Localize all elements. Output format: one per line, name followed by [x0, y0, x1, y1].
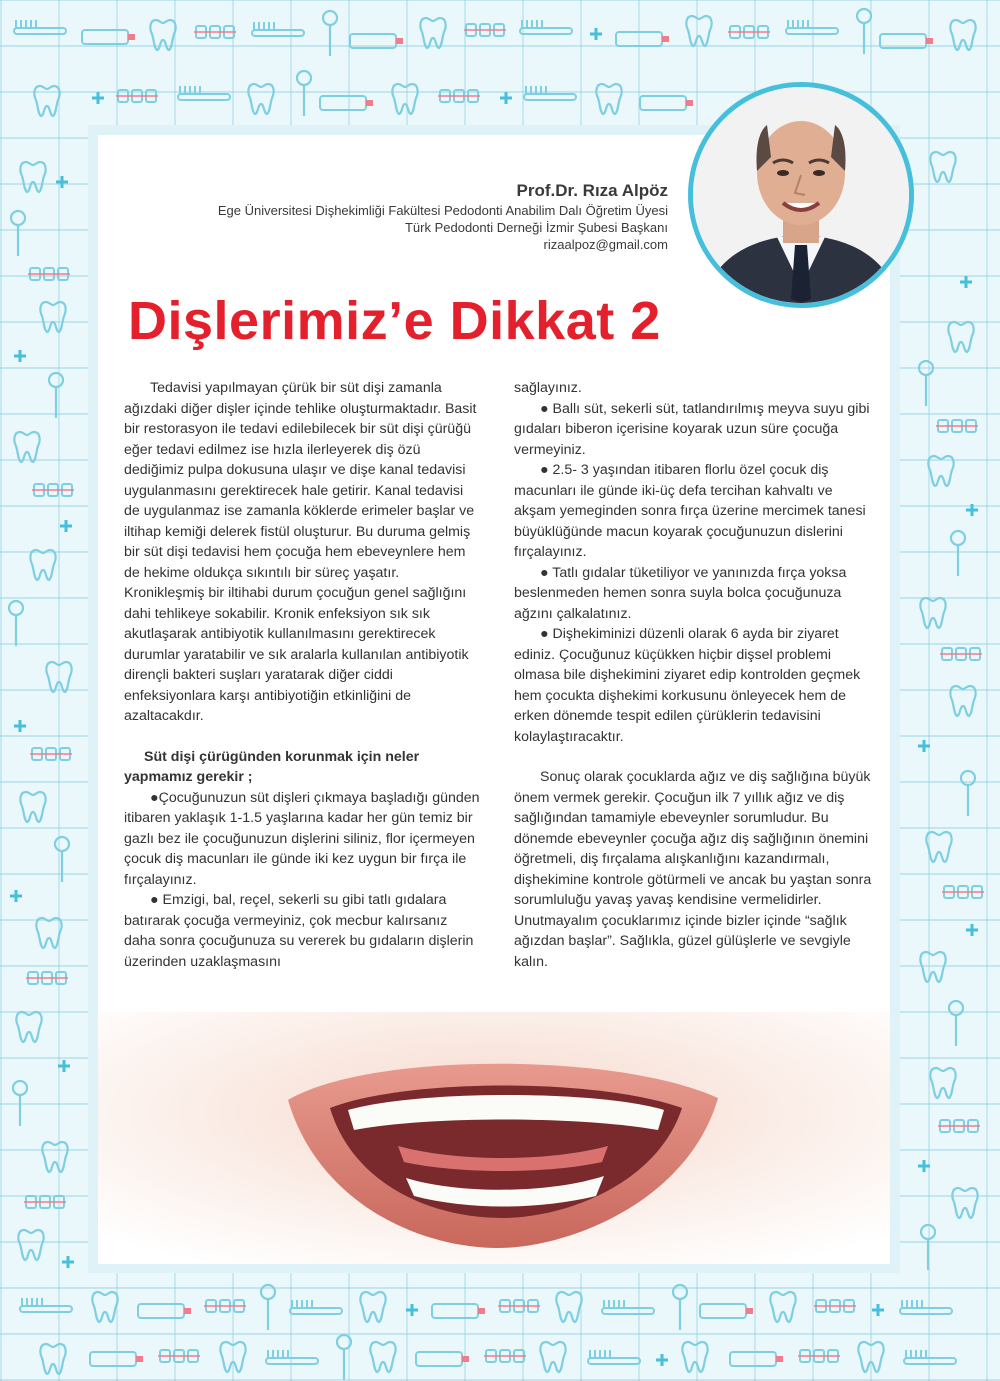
bullet-item: ● Dişhekiminizi düzenli olarak 6 ayda bir ziyaret ediniz. Çocuğunuz küçükken hiçbir dişsel problemi olmasa bile dişhekimini ziyaret edip kontrolden geçmek hem çocukta dişhekimi korkusunu önleyecek hem de erken dönemde tespit edilen çürüklerin tedavisini kolaylaştıracaktır.: [514, 626, 861, 745]
prevention-heading: Süt dişi çürügünden korunmak için neler yapmamız gerekir ;: [124, 748, 420, 785]
author-block: [218, 180, 668, 253]
child-smile-photo: [98, 1012, 890, 1264]
author-affiliation: Ege Üniversitesi Dişhekimliği Fakültesi Pedodonti Anabilim Dalı Öğretim Üyesi: [217, 203, 668, 218]
author-portrait: [688, 82, 914, 308]
intro-paragraph: Tedavisi yapılmayan çürük bir süt dişi zamanla ağızdaki diğer dişler içinde tehlike oluşturmaktadır. Basit bir restorasyon ile tedavi edilebilecek bir süt dişi çürüğü eğer tedavi edilmez ise hızla ilerleyerek diş özü dediğimiz pulpa dokusuna ulaşır ve dişe kanal tedavisi uygulanmasını gerektirecek hale getirir. Kanal tedavisi de uygulanmaz ise zamanla köklerde erimeler başlar ve iltihap kemiği delerek fistül oluşturur. Bu duruma gelmiş bir süt dişi tedavisi hem çocuğa hem ebeveynlere hem de hekime oldukça sıkıntılı bir süreç yaşatır. Kronikleşmiş bir iltihabi durum çocuğun genel sağlığını dahi tehlikeye sokabilir. Kronik enfeksiyon sık sık akutlaşarak antibiyotik kullanılmasını gerektirecek durumlar yaratabilir ve sık aralarla kullanılan antibiyotik dirençli bakteri suşları yaratarak diğer ciddi enfeksiyonlara karşı antibiyotiğin etkinliğini de azaltacakdır.: [124, 380, 477, 724]
conclusion-paragraph: Sonuç olarak çocuklarda ağız ve diş sağlığına büyük önem vermek gerekir. Çocuğun ilk 7 yıllık ağız ve diş sağlığından tamamiyle ebeveynler sorumludur. Bu dönemde ebeveynler çocuğa ağız diş sağlığının önemini öğretmeli, diş fırçalama alışkanlığını kazandırmalı, dişhekimine kontrole götürmeli ve ancak bu yaştan sonra sorumluluğu yavaş yavaş kendisine vermelidirler. Unutmayalım çocuklarımız içinde bizler içinde “sağlık ağızdan başlar”. Sağlıkla, güzel gülüşlerle ve sevgiyle kalın.: [514, 769, 872, 970]
right-column: [514, 378, 874, 972]
bullet-item: ● Ballı süt, sekerli süt, tatlandırılmış meyva suyu gibi gıdaları biberon içerisine koyarak uzun süre çocuğa vermeyiniz.: [514, 400, 870, 458]
bullet-item: ● Tatlı gıdalar tüketiliyor ve yanınızda fırça yoksa beslenmeden hemen sonra suyla bolca çocuğunuza ağzını çalkalatınız.: [514, 564, 847, 622]
author-role: Türk Pedodonti Derneği İzmir Şubesi Başkanı: [404, 220, 668, 235]
bullet-item: ● 2.5- 3 yaşından itibaren florlu özel çocuk diş macunları ile günde iki-üç defa tercihan kahvaltı ve akşam yemeginden sonra fırça üzerine mercimek tanesi büyüklüğünde macun koyarak çocuğunuzun dislerini fırçalayınız.: [514, 462, 866, 560]
left-column: [124, 378, 480, 972]
continued-text: sağlayınız.: [514, 380, 582, 396]
article-title: Dişlerimiz’e Dikkat 2: [128, 291, 661, 351]
author-name: Prof.Dr. Rıza Alpöz: [516, 181, 668, 200]
bullet-item: ●Çocuğunuzun süt dişleri çıkmaya başladığı günden itibaren yaklaşık 1-1.5 yaşlarına kadar her gün temiz bir gazlı bez ile çocuğunuzun dişlerini siliniz, flor içermeyen çocuk diş macunları ile günde iki kez uygun bir fırça ile fırçalayınız.: [124, 789, 480, 888]
author-email[interactable]: rizaalpoz@gmail.com: [543, 237, 668, 252]
bullet-item: ● Emzigi, bal, reçel, sekerli su gibi tatlı gıdalara batırarak çocuğa vermeyiniz, çok mecbur kalırsanız daha sonra çocuğunuza su vererek bu gıdaların dişlerin üzerinden uzaklaşmasını: [124, 892, 474, 970]
